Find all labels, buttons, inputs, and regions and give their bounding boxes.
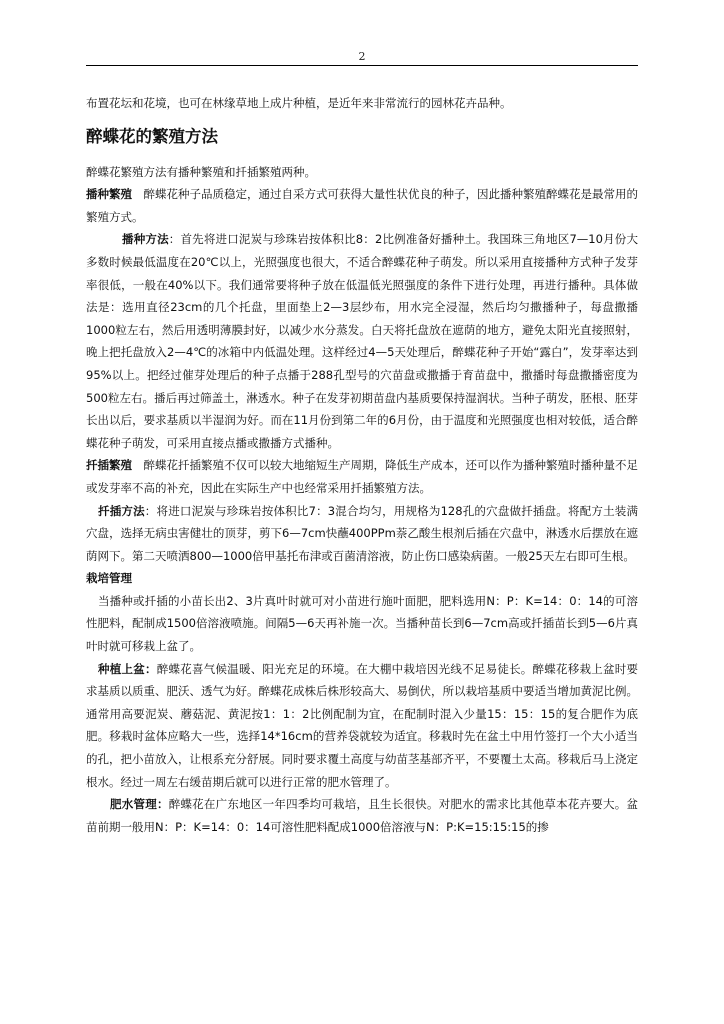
cultivation-title: 栽培管理 — [86, 571, 132, 586]
fertilizer-label: 肥水管理： — [110, 797, 169, 812]
cutting-text: 醉蝶花扦插繁殖不仅可以较大地缩短生产周期，降低生产成本，还可以作为播种繁殖时播种量不足或发芽率不高的补充，因此在实际生产中也经常采用扦插繁殖方法。 — [86, 458, 638, 495]
cutting-paragraph — [86, 454, 638, 499]
intro-tail: 布置花坛和花境，也可在林缘草地上成片种植，是近年来非常流行的园林花卉品种。 — [86, 96, 512, 110]
cutting-label: 扦插繁殖 — [86, 458, 132, 473]
cutting-method-text: ：将进口泥炭与珍珠岩按体积比7：3混合均匀，用规格为128孔的穴盘做扦插盘。将配方土装满穴盘，选择无病虫害健壮的顶芽，剪下6—7cm快蘸400PPm萘乙酸生根剂后插在穴盘中，淋透水后摆放在遮荫网下。第二天喷洒800—1000倍甲基托布津或百菌清溶液，防止伤口感染病菌。一般25天左右即可生根。 — [86, 503, 638, 563]
sowing-paragraph — [86, 183, 638, 228]
sowing-method-paragraph — [86, 228, 638, 454]
cutting-method-paragraph — [86, 500, 638, 568]
fertilizer-text: 醉蝶花在广东地区一年四季均可栽培，且生长很快。对肥水的需求比其他草本花卉要大。盆苗前期一般用N：P：K=14：0：14可溶性肥料配成1000倍溶液与N：P:K=15:15:15的掺 — [86, 797, 639, 834]
sowing-method-text: ：首先将进口泥炭与珍珠岩按体积比8：2比例准备好播种土。我国珠三角地区7—10月份大多数时候最低温度在20℃以上，光照强度也很大，不适合醉蝶花种子萌发。所以采用直接播种方式种子发芽率很低，一般在40%以下。我们通常要将种子放在低温低光照强度的条件下进行处理，再进行播种。具体做法是：选用直径23cm的几个托盘，里面垫上2—3层纱布，用水完全浸湿，然后均匀撒播种子，每盘撒播1000粒左右，然后用透明薄膜封好，以减少水分蒸发。白天将托盘放在遮荫的地方，避免太阳光直接照射，晚上把托盘放入2—4℃的冰箱中内低温处理。这样经过4—5天处理后，醉蝶花种子开始“露白”，发芽率达到95%以上。把经过催芽处理后的种子点播于288孔型号的穴苗盘或撒播于育苗盘中，撒播时每盘撒播密度为500粒左右。播后再过筛盖土，淋透水。种子在发芽初期苗盘内基质要保持湿润状。当种子萌发，胚根、胚芽长出以后，要求基质以半湿润为好。而在11月份到第二年的6月份，由于温度和光照强度也相对较低，适合醉蝶花种子萌发，可采用直接点播或撒播方式播种。 — [86, 232, 638, 450]
potting-text: 醉蝶花喜气候温暖、阳光充足的环境。在大棚中栽培因光线不足易徒长。醉蝶花移栽上盆时要求基质以质重、肥沃、透气为好。醉蝶花成株后株形较高大、易倒伏，所以栽培基质中要适当增加黄泥比例。通常用高要泥炭、蘑菇泥、黄泥按1：1：2比例配制为宜，在配制时混入少量15：15：15的复合肥作为底肥。移栽时盆体应略大一些，选择14*16cm的营养袋就较为适宜。移栽时先在盆土中用竹签打一个大小适当的孔，把小苗放入，让根系充分舒展。同时要求覆土高度与幼苗茎基部齐平，不要覆土太高。移栽后马上浇定根水。经过一周左右缓苗期后就可以进行正常的肥水管理了。 — [86, 661, 639, 789]
page-number: 2 — [358, 50, 366, 63]
sowing-label: 播种繁殖 — [86, 187, 132, 202]
document-body — [86, 92, 638, 838]
potting-label: 种植上盆： — [98, 661, 157, 676]
header-rule — [86, 65, 638, 66]
section-title: 醉蝶花的繁殖方法 — [86, 126, 218, 146]
cultivation-intro: 当播种或扦插的小苗长出2、3片真叶时就可对小苗进行施叶面肥，肥料选用N：P：K=14：0：14的可溶性肥料，配制成1500倍溶液喷施。间隔5—6天再补施一次。当播种苗长到6—7cm高或扦插苗长到5—6片真叶时就可移栽上盆了。 — [86, 593, 638, 654]
sowing-text: 醉蝶花种子品质稳定，通过自采方式可获得大量性状优良的种子，因此播种繁殖醉蝶花是最常用的繁殖方式。 — [86, 187, 638, 224]
overview-paragraph: 醉蝶花繁殖方法有播种繁殖和扦插繁殖两种。 — [86, 164, 316, 179]
cutting-method-label: 扦插方法 — [98, 503, 145, 518]
potting-paragraph — [86, 658, 638, 794]
cultivation-heading — [86, 567, 638, 590]
fertilizer-paragraph — [86, 793, 638, 838]
sowing-method-label: 播种方法 — [122, 232, 169, 247]
